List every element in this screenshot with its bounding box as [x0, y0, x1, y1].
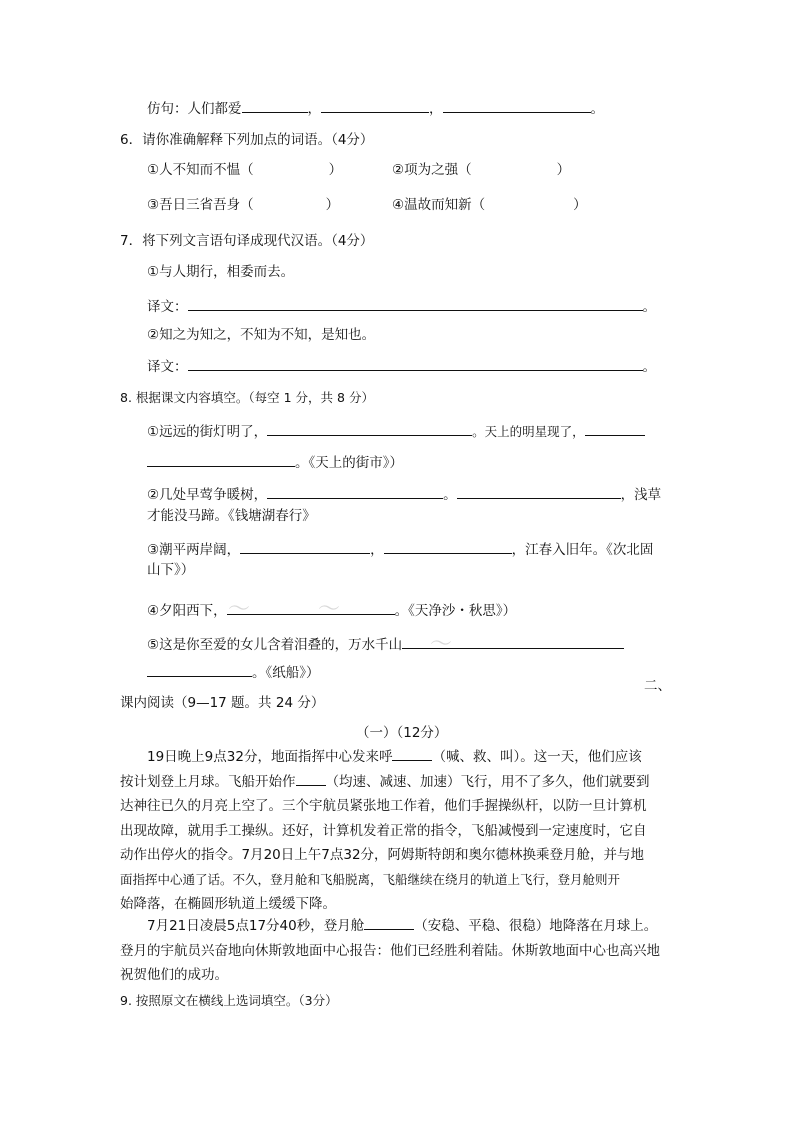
q8-item-4: [147, 600, 516, 621]
item-text: ，江春入旧年。《次北固: [511, 542, 654, 558]
imitation-line: [147, 98, 604, 119]
q8-item-3b: 山下》）: [147, 562, 195, 578]
passage-line: [120, 745, 680, 770]
q8-item-5a: [147, 634, 624, 655]
item-text: ②几处早莺争暖树，: [147, 487, 268, 503]
watermark-stroke: 〜: [430, 632, 453, 657]
answer-blank[interactable]: [147, 452, 295, 467]
q6-item-1: [147, 160, 342, 180]
punct: ，: [370, 542, 384, 558]
translation-label: 译文：: [147, 299, 188, 315]
answer-blank[interactable]: [267, 484, 443, 499]
answer-blank[interactable]: [147, 662, 252, 677]
passage-paragraph-2: [120, 914, 680, 988]
passage-line: 动作出停火的指令。7月20日上午7点32分，阿姆斯特朗和奥尔德林换乘登月舱，并与地: [120, 847, 645, 863]
punct: 。: [443, 487, 457, 503]
q6-item-2: [392, 160, 570, 180]
passage-text: 19日晚上9点32分，地面指挥中心发来呼: [147, 749, 393, 765]
q8-title: 8. 根据课文内容填空。（每空 1 分，共 8 分）: [120, 390, 374, 405]
answer-blank[interactable]: [384, 539, 512, 554]
answer-blank[interactable]: [242, 98, 308, 113]
item-text: ①远远的街灯明了，: [147, 424, 268, 440]
q6-item-4: [392, 195, 587, 215]
q7-sentence-2: ②知之为知之，不知为不知，是知也。: [147, 327, 376, 343]
q8-item-2a: [147, 484, 661, 505]
item-text: ④温故而知新（: [392, 197, 486, 213]
answer-blank[interactable]: [296, 771, 326, 786]
answer-blank[interactable]: [392, 746, 432, 761]
q7-translation-1: [147, 296, 656, 317]
item-text: 。《天上的街市》）: [295, 455, 403, 471]
answer-blank[interactable]: [267, 421, 472, 436]
passage-line: 出现故障，就用手工操纵。还好，计算机发着正常的指令，飞船减慢到一定速度时，它自: [120, 822, 647, 839]
punct: ）: [556, 162, 571, 178]
subsection-title: （一）（12分）: [356, 725, 448, 741]
passage-text: （喊、救、叫）。这一天，他们应该: [432, 749, 642, 765]
q8-item-1b: [147, 452, 403, 473]
q7-sentence-1: ①与人期行，相委而去。: [147, 264, 295, 280]
punct: 。: [590, 101, 604, 117]
passage-line: 始降落，在椭圆形轨道上缓缓下降。: [120, 896, 336, 912]
item-text: 。《天净沙・秋思》）: [394, 603, 517, 619]
watermark-stroke: 〜: [228, 597, 251, 622]
answer-blank[interactable]: [188, 296, 643, 311]
q7-translation-2: [147, 356, 656, 377]
q9-title: 9. 按照原文在横线上选词填空。（3分）: [120, 993, 338, 1008]
passage-text: 7月21日凌晨5点17分40秒，登月舱: [147, 918, 365, 934]
punct: 。: [642, 299, 656, 315]
q8-item-5b: [147, 662, 320, 683]
item-text: ，浅草: [620, 487, 662, 503]
punct: ）: [573, 197, 587, 213]
passage-line: 登月的宇航员兴奋地向休斯敦地面中心报告：他们已经胜利着陆。休斯敦地面中心也高兴地: [120, 942, 660, 959]
passage-text: 按计划登上月球。飞船开始作: [120, 773, 296, 790]
punct: ，: [307, 101, 321, 117]
passage-text: （安稳、平稳、很稳）地降落在月球上。: [414, 918, 658, 934]
item-text: ①人不知而不愠（: [147, 162, 254, 178]
watermark-stroke: 〜: [318, 597, 341, 622]
passage-line: 达神往已久的月亮上空了。三个宇航员紧张地工作着，他们手握操纵杆，以防一旦计算机: [120, 798, 647, 814]
q6-item-3: [147, 195, 339, 215]
q8-item-1a: [147, 421, 645, 442]
section-title: 课内阅读（9—17 题。共 24 分）: [120, 695, 325, 711]
item-text: ②项为之强（: [392, 162, 472, 178]
item-text: 。《纸船》）: [252, 665, 320, 681]
answer-blank[interactable]: [364, 915, 414, 930]
passage-text: （均速、减速、加速）飞行，用不了多久，他们就要到: [325, 773, 650, 790]
punct: ，: [429, 101, 443, 117]
q8-item-2b: 才能没马蹄。《钱塘湖春行》: [147, 508, 316, 524]
item-text: ⑤这是你至爱的女儿含着泪叠的，万水千山: [147, 637, 403, 653]
passage-line: [120, 770, 680, 795]
translation-label: 译文：: [147, 359, 188, 375]
passage-line: 面指挥中心通了话。不久，登月舱和飞船脱离，飞船继续在绕月的轨道上飞行，登月舱则开: [120, 871, 621, 887]
punct: ）: [328, 162, 343, 178]
passage-line: [120, 914, 680, 939]
answer-blank[interactable]: [227, 600, 395, 615]
answer-blank[interactable]: [457, 484, 621, 499]
answer-blank[interactable]: [402, 634, 624, 649]
section-number: 二、: [644, 678, 671, 694]
answer-blank[interactable]: [443, 98, 591, 113]
passage-paragraph-1: [120, 745, 680, 917]
answer-blank[interactable]: [321, 98, 429, 113]
punct: 。: [642, 359, 656, 375]
item-text: ④夕阳西下，: [147, 603, 227, 619]
punct: ）: [325, 197, 340, 213]
passage-line: 祝贺他们的成功。: [120, 967, 228, 983]
q7-title: 7．将下列文言语句译成现代汉语。（4分）: [120, 233, 374, 249]
item-text: ③潮平两岸阔，: [147, 542, 241, 558]
q8-item-3a: [147, 539, 653, 560]
q6-title: 6．请你准确解释下列加点的词语。（4分）: [120, 132, 374, 148]
item-text: 。天上的明星现了，: [472, 424, 585, 439]
answer-blank[interactable]: [188, 356, 643, 371]
item-text: ③吾日三省吾身（: [147, 197, 254, 213]
answer-blank[interactable]: [240, 539, 370, 554]
imitation-lead: 仿句：人们都爱: [147, 101, 242, 117]
answer-blank[interactable]: [585, 421, 645, 436]
